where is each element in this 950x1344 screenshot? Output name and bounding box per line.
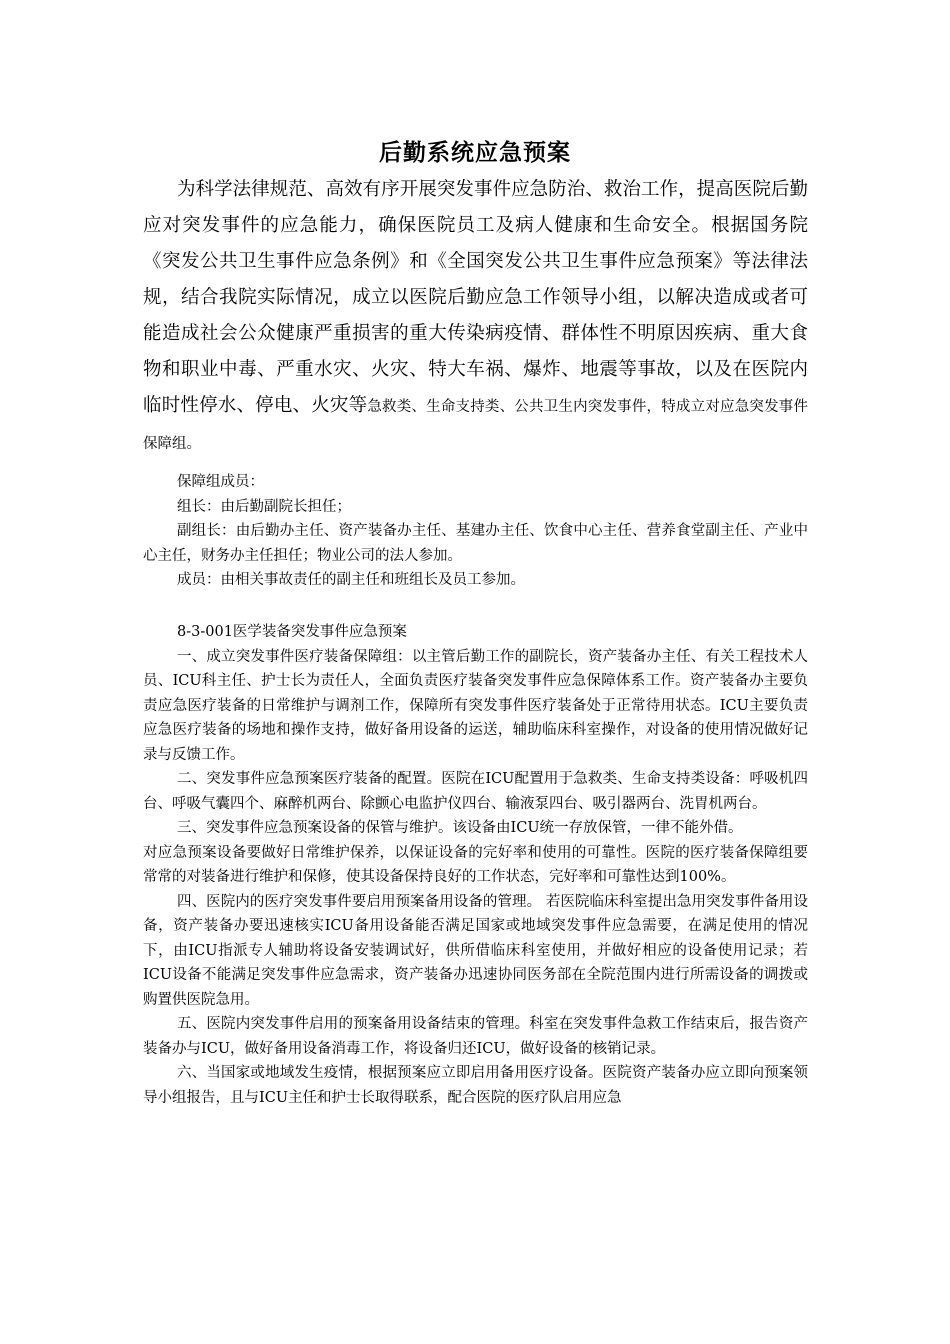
section-paragraph-1: 一、成立突发事件医疗装备保障组：以主管后勤工作的副院长，资产装备办主任、有关工程技术人员、ICU科主任、护士长为责任人，全面负责医疗装备突发事件应急保障体系工作。资产装备办主要负责应急医疗装备的日常维护与调剂工作，保障所有突发事件医疗装备处于正常待用状态。ICU主要负责应急医疗装备的场地和操作支持，做好备用设备的运送，辅助临床科室操作，对设备的使用情况做好记录与反馈工作。: [143, 648, 808, 763]
members-heading: 保障组成员：: [177, 474, 264, 490]
section-title: 8-3-001医学装备突发事件应急预案: [177, 624, 407, 640]
equipment-section: [143, 620, 808, 1110]
section-paragraph-4: 四、医院内的医疗突发事件要启用预案备用设备的管理。 若医院临床科室提出急用突发事件备用设备，资产装备办要迅速核实ICU备用设备能否满足国家或地域突发事件应急需要，在满足使用的情况下，由ICU指派专人辅助将设备安装调试好，供所借临床科室使用，并做好相应的设备使用记录；若ICU设备不能满足突发事件应急需求，资产装备办迅速协同医务部在全院范围内进行所需设备的调拨或购置供医院急用。: [143, 893, 808, 1008]
section-paragraph-2: 二、突发事件应急预案医疗装备的配置。医院在ICU配置用于急救类、生命支持类设备：呼吸机四台、呼吸气囊四个、麻醉机两台、除颤心电监护仪四台、输液泵四台、吸引器两台、洗胃机两台。: [143, 771, 808, 812]
section-paragraph-3b: 对应急预案设备要做好日常维护保养，以保证设备的完好率和使用的可靠性。医院的医疗装备保障组要常常的对装备进行维护和保修，使其设备保持良好的工作状态，完好率和可靠性达到100%。: [143, 844, 808, 885]
members-leader: 组长：由后勤副院长担任；: [177, 498, 351, 515]
members-staff: 成员：由相关事故责任的副主任和班组长及员工参加。: [177, 572, 525, 588]
members-block: [143, 470, 808, 593]
document-title: 后勤系统应急预案: [379, 140, 571, 166]
members-deputy: 副组长：由后勤办主任、资产装备办主任、基建办主任、饮食中心主任、营养食堂副主任、产业中心主任，财务办主任担任；物业公司的法人参加。: [143, 523, 808, 564]
intro-text: 为科学法律规范、高效有序开展突发事件应急防治、救治工作，提高医院后勤应对突发事件的应急能力，确保医院员工及病人健康和生命安全。根据国务院《突发公共卫生事件应急条例》和《全国突发公共卫生事件应急预案》等法律法规，结合我院实际情况，成立以医院后勤应急工作领导小组，以解决造成或者可能造成社会公众健康严重损害的重大传染病疫情、群体性不明原因疾病、重大食物和职业中毒、严重水灾、火灾、特大车祸、爆炸、地震等事故，以及在医院内临时性停水、停电、火灾等: [143, 179, 808, 416]
intro-tail-text: 急救类、生命支持类、公共卫生内突发事件，特成立对应急突发事件保障组。: [143, 399, 808, 452]
intro-paragraph: [143, 172, 808, 462]
section-paragraph-3: 三、突发事件应急预案设备的保管与维护。该设备由ICU统一存放保管，一律不能外借。: [177, 820, 743, 836]
section-paragraph-5: 五、医院内突发事件启用的预案备用设备结束的管理。科室在突发事件急救工作结束后，报告资产装备办与ICU，做好备用设备消毒工作，将设备归还ICU，做好设备的核销记录。: [143, 1016, 808, 1057]
section-paragraph-6: 六、当国家或地域发生疫情，根据预案应立即启用备用医疗设备。医院资产装备办应立即向预案领导小组报告，且与ICU主任和护士长取得联系，配合医院的医疗队启用应急: [143, 1065, 808, 1106]
